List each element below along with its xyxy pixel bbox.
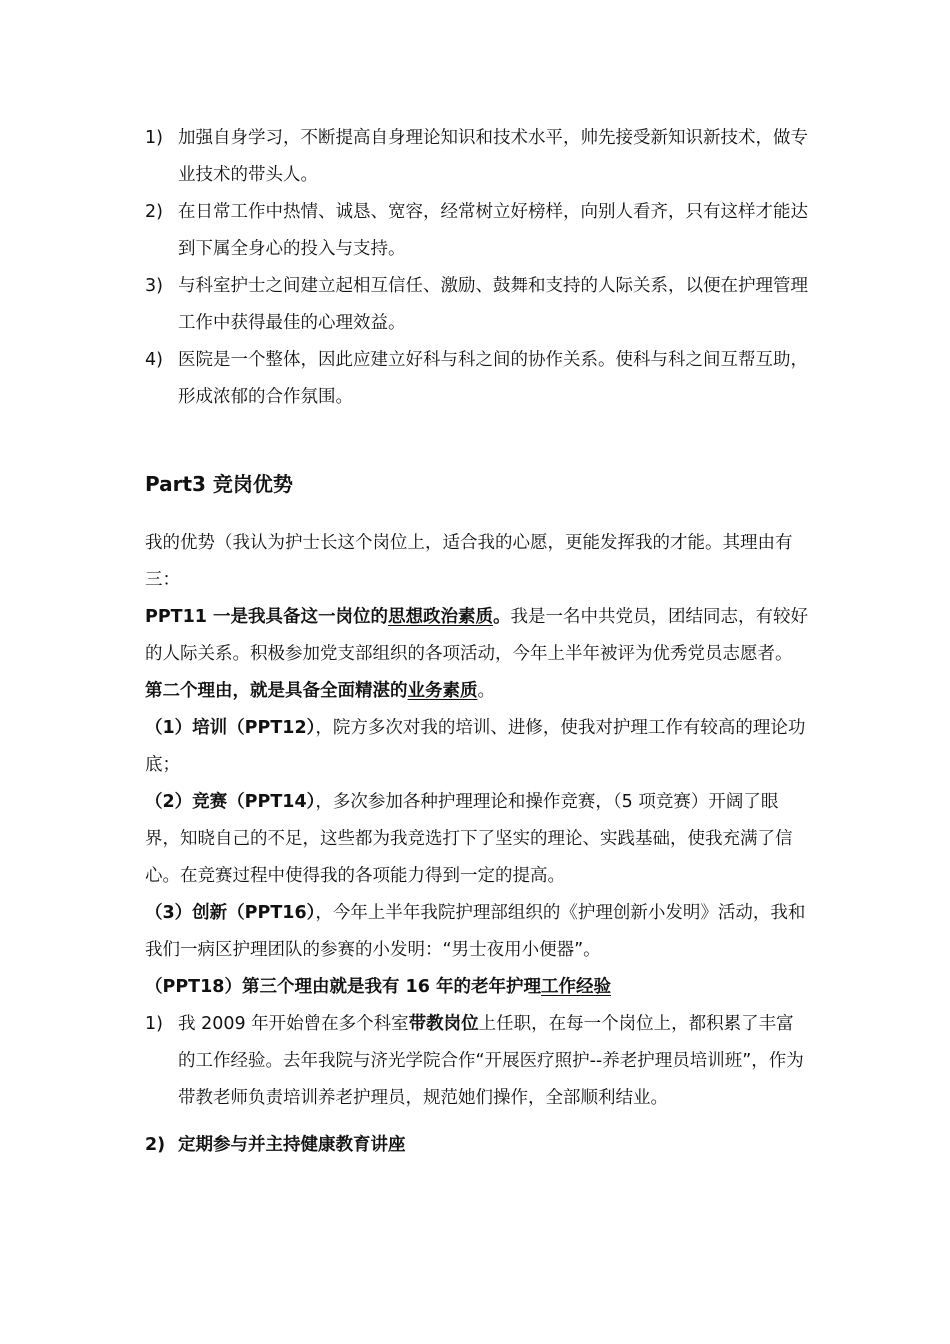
competition-text: ，多次参加各种护理理论和操作竞赛，（5 项竞赛）开阔了眼界，知晓自己的不足，这些都为我竞选打下了坚实的理论、实践基础，使我充满了信心。在竞赛过程中使得我的各项能力得到一定的提高。	[145, 792, 793, 886]
list-item	[145, 1006, 810, 1117]
innovation-paragraph	[145, 895, 810, 969]
reason-two-period: 。	[477, 681, 495, 701]
reason-two-paragraph	[145, 673, 810, 710]
spacer	[145, 1117, 810, 1127]
list-text: 加强自身学习，不断提高自身理论知识和技术水平，帅先接受新知识新技术，做专业技术的带头人。	[178, 128, 808, 185]
list-item	[145, 194, 810, 268]
reason-one-period: 。	[493, 607, 511, 627]
competition-paragraph	[145, 784, 810, 895]
list-item	[145, 268, 810, 342]
reason-one-text: 我是一名中共党员，团结同志，有较好的人际关系。积极参加党支部组织的各项活动，今年上半年被评为优秀党员志愿者。	[145, 607, 809, 664]
list-text: 与科室护士之间建立起相互信任、激励、鼓舞和支持的人际关系，以便在护理管理工作中获得最佳的心理效益。	[178, 276, 808, 333]
reason-one-keyword: 思想政治素质	[388, 607, 494, 627]
list-text-bold: 带教岗位	[408, 1014, 479, 1034]
list-item	[145, 120, 810, 194]
reason-two-lead: 第二个理由，就是具备全面精湛的	[145, 681, 408, 701]
reason-three-lead: （PPT18）第三个理由就是我有 16 年的老年护理	[145, 977, 541, 997]
list-text: 医院是一个整体，因此应建立好科与科之间的协作关系。使科与科之间互帮互助，形成浓郁的合作氛围。	[178, 350, 808, 407]
innovation-lead: （3）创新（PPT16）	[145, 903, 316, 923]
list-text: 在日常工作中热情、诚恳、宽容，经常树立好榜样，向别人看齐，只有这样才能达到下属全身心的投入与支持。	[178, 202, 808, 259]
list-item	[145, 342, 810, 416]
reason-three-paragraph	[145, 969, 810, 1006]
training-lead: （1）培训（PPT12）	[145, 718, 316, 738]
competition-lead: （2）竞赛（PPT14）	[145, 792, 316, 812]
list-number: 1)	[145, 1014, 163, 1034]
list-number: 4)	[145, 350, 163, 370]
document-content	[145, 120, 810, 1164]
intro-paragraph: 我的优势（我认为护士长这个岗位上，适合我的心愿，更能发挥我的才能。其理由有三：	[145, 533, 793, 590]
list-text-start: 我 2009 年开始曾在多个科室	[178, 1014, 409, 1034]
list-number: 1)	[145, 128, 163, 148]
list-item	[145, 1127, 810, 1164]
list-number: 2)	[145, 1135, 166, 1155]
training-text: ，院方多次对我的培训、进修，使我对护理工作有较高的理论功底；	[145, 718, 806, 775]
training-paragraph	[145, 710, 810, 784]
reason-three-keyword: 工作经验	[540, 977, 611, 997]
innovation-text: ，今年上半年我院护理部组织的《护理创新小发明》活动，我和我们一病区护理团队的参赛的小发明：“男士夜用小便器”。	[145, 903, 806, 960]
list-number: 2)	[145, 202, 163, 222]
reason-one-paragraph	[145, 599, 810, 673]
list-text: 定期参与并主持健康教育讲座	[178, 1135, 406, 1155]
section-heading: Part3 竞岗优势	[145, 472, 293, 496]
reason-one-lead: PPT11 一是我具备这一岗位的	[145, 607, 389, 627]
list-number: 3)	[145, 276, 163, 296]
list-text	[178, 1006, 810, 1117]
reason-two-keyword: 业务素质	[407, 681, 478, 701]
list-text-end: 上任职，在每一个岗位上，都积累了丰富的工作经验。去年我院与济光学院合作“开展医疗照护--养老护理员培训班”，作为带教老师负责培训养老护理员，规范她们操作，全部顺利结业。	[178, 1014, 804, 1108]
